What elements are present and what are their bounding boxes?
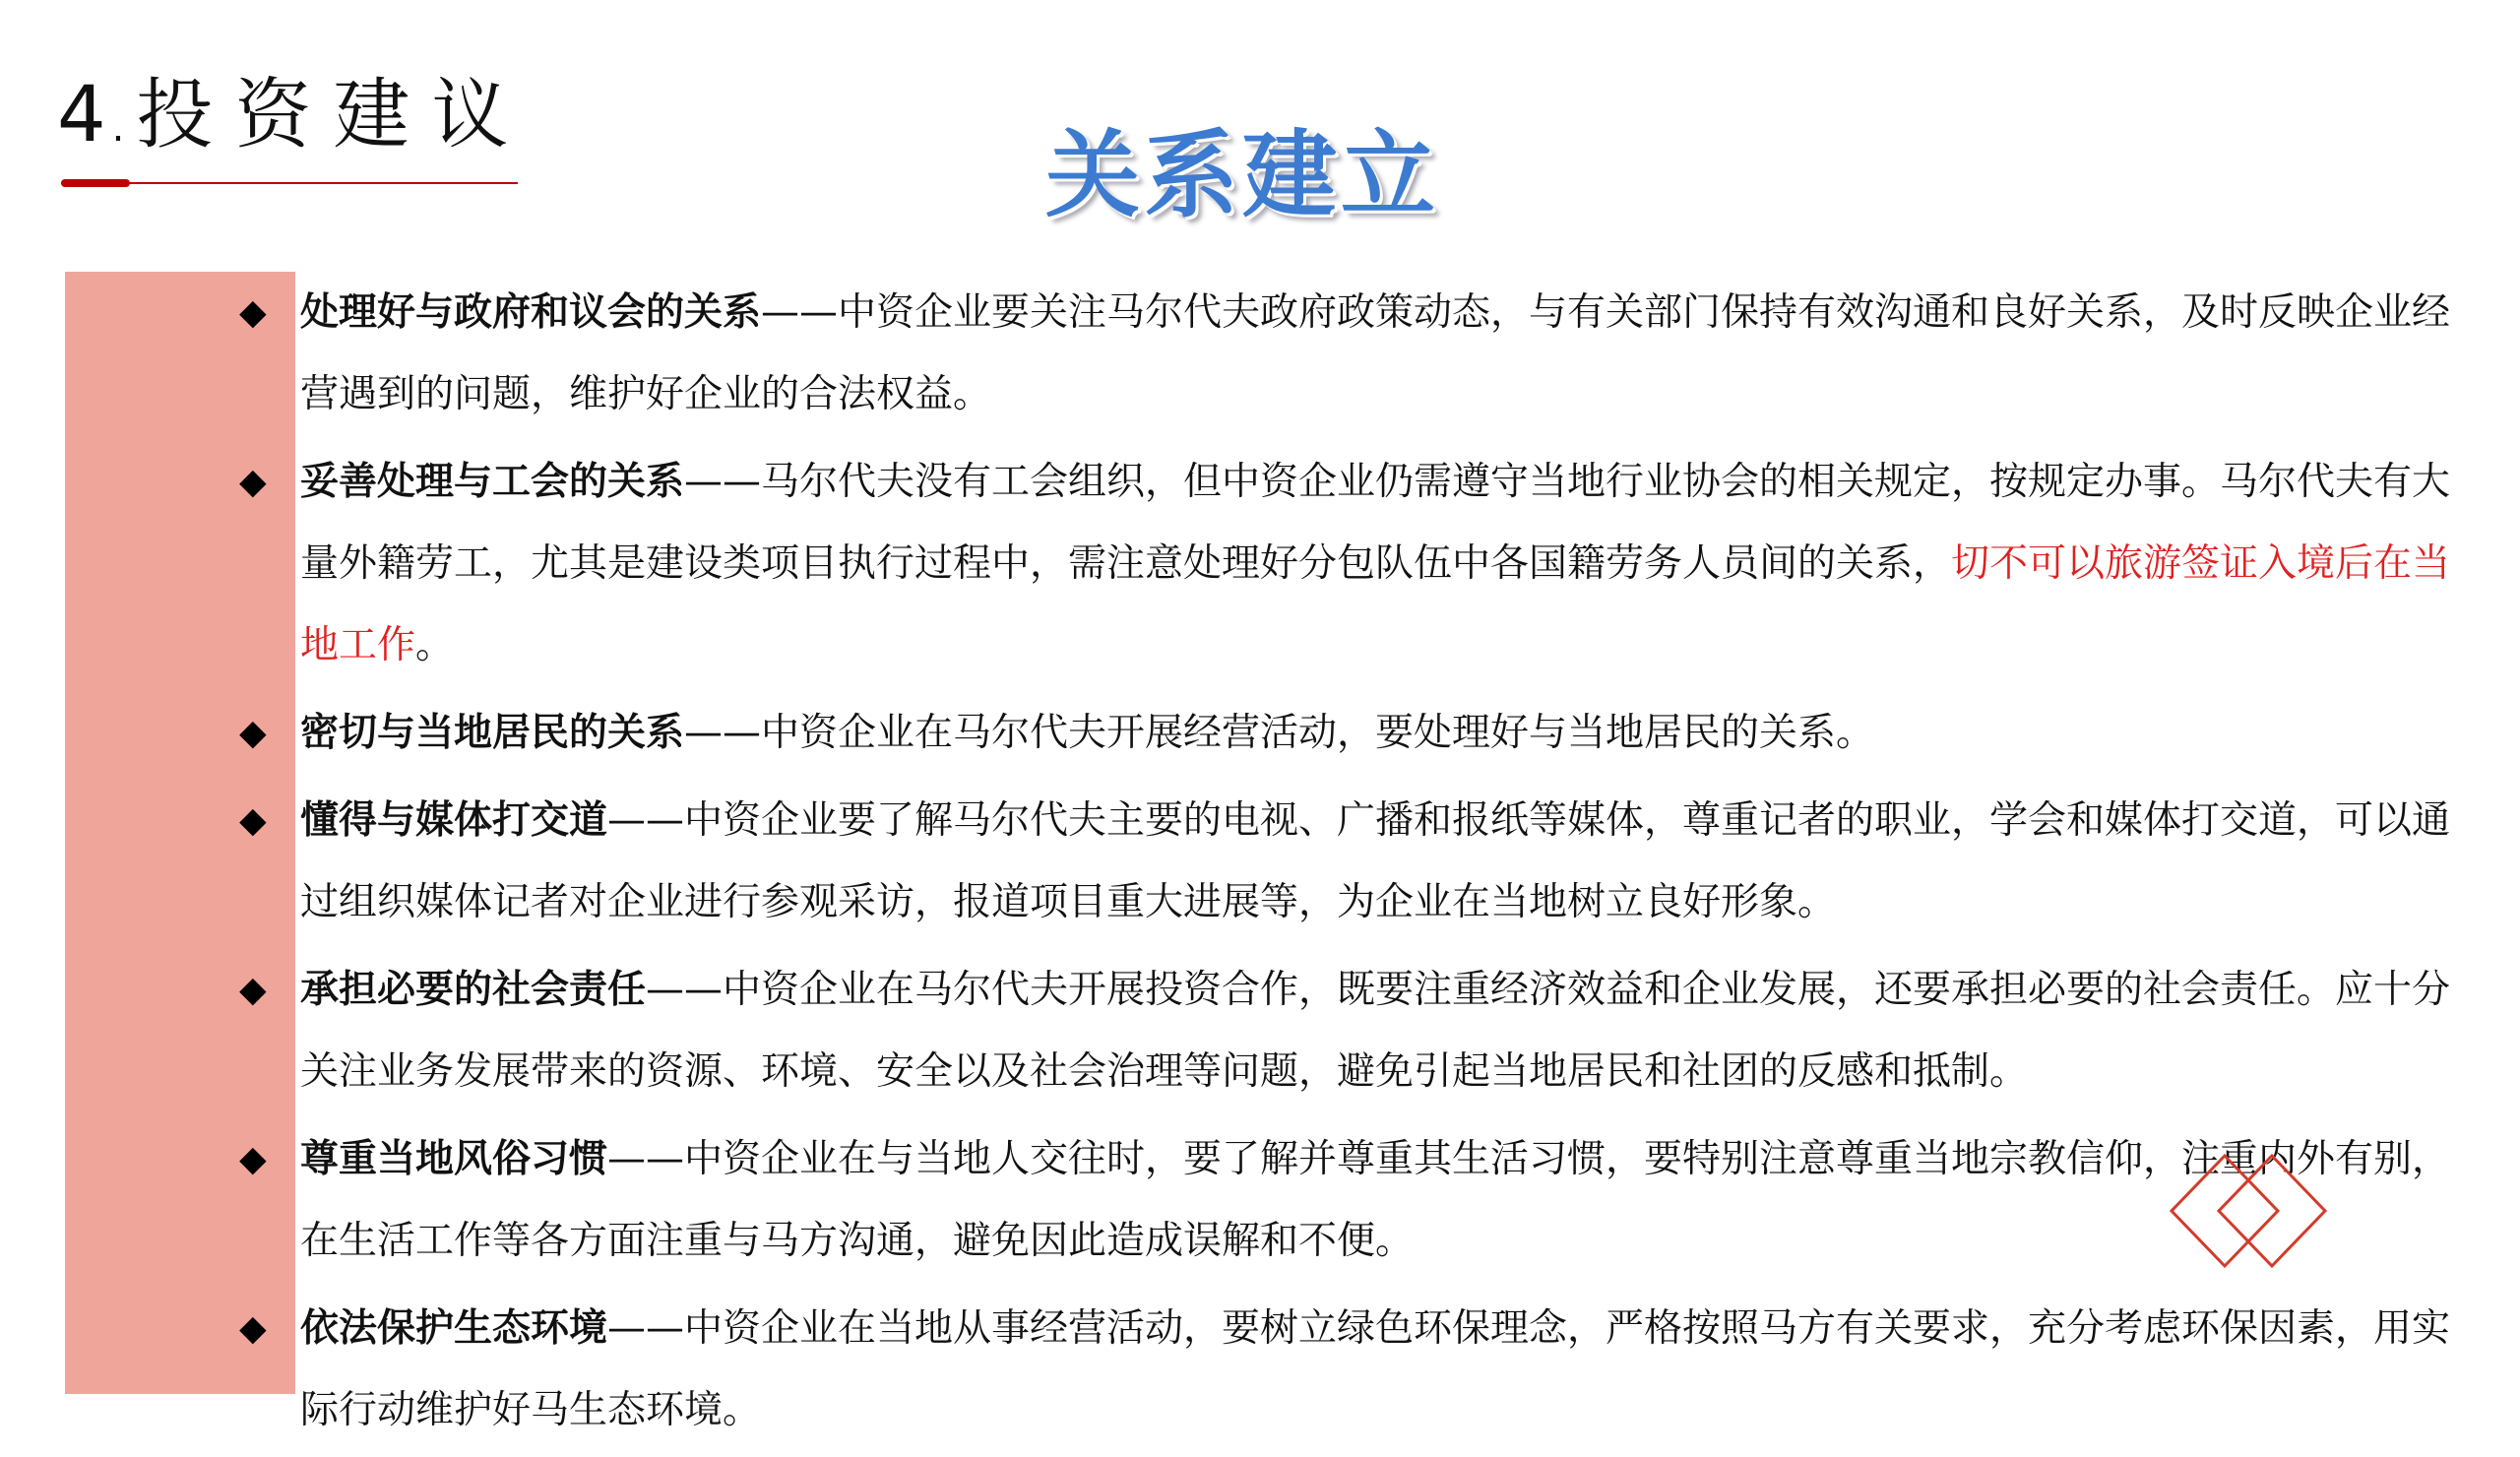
item-text-tail: 。 (415, 623, 455, 667)
content-list (239, 272, 2466, 1457)
item-dash: —— (684, 460, 762, 504)
item-text: 中资企业在当地从事经营活动，要树立绿色环保理念，严格按照马方有关要求，充分考虑环保因素，用实际行动维护好马生态环境。 (300, 1306, 2451, 1432)
list-item (239, 1288, 2466, 1451)
item-title: 处理好与政府和议会的关系 (300, 290, 762, 335)
slide-heading (0, 120, 2520, 230)
item-title: 依法保护生态环境 (300, 1306, 608, 1351)
item-text: 中资企业要了解马尔代夫主要的电视、广播和报纸等媒体，尊重记者的职业，学会和媒体打交道，可以通过组织媒体记者对企业进行参观采访，报道项目重大进展等，为企业在当地树立良好形象。 (300, 798, 2451, 924)
item-dash: —— (607, 1137, 685, 1181)
item-dash: —— (607, 1306, 685, 1351)
item-text: 马尔代夫没有工会组织，但中资企业仍需遵守当地行业协会的相关规定，按规定办事。马尔代夫有大量外籍劳工，尤其是建设类项目执行过程中，需注意处理好分包队伍中各国籍劳务人员间的关系， (300, 460, 2451, 586)
section-dot: . (111, 105, 137, 151)
list-item (239, 780, 2466, 943)
double-diamond-icon (2166, 1152, 2333, 1270)
diamond-bullet-icon: ◆ (239, 462, 267, 502)
item-title: 妥善处理与工会的关系 (300, 460, 685, 504)
item-dash: —— (646, 968, 724, 1012)
diamond-bullet-icon: ◆ (239, 1139, 267, 1179)
item-text: 中资企业在马尔代夫开展经营活动，要处理好与当地居民的关系。 (761, 711, 1875, 755)
item-dash: —— (761, 290, 839, 335)
section-title-text: 投资建议 (136, 71, 531, 159)
item-text: 中资企业在马尔代夫开展投资合作，既要注重经济效益和企业发展，还要承担必要的社会责任。应十分关注业务发展带来的资源、环境、安全以及社会治理等问题，避免引起当地居民和社团的反感和抵制。 (300, 968, 2451, 1094)
list-item (239, 692, 2466, 774)
item-title: 承担必要的社会责任 (300, 968, 647, 1012)
item-title: 尊重当地风俗习惯 (300, 1137, 608, 1181)
item-highlight-text: 切不可以旅游签证入境后在当地工作 (300, 541, 2451, 667)
diamond-bullet-icon: ◆ (239, 1308, 267, 1349)
slide-heading-text: 关系建立 (1045, 120, 1439, 230)
item-text: 中资企业要关注马尔代夫政府政策动态，与有关部门保持有效沟通和良好关系，及时反映企业经营遇到的问题，维护好企业的合法权益。 (300, 290, 2451, 416)
diamond-bullet-icon: ◆ (239, 800, 267, 841)
item-text: 中资企业在与当地人交往时，要了解并尊重其生活习惯，要特别注意尊重当地宗教信仰，注重内外有别，在生活工作等各方面注重与马方沟通，避免因此造成误解和不便。 (300, 1137, 2451, 1263)
diamond-bullet-icon: ◆ (239, 970, 267, 1010)
item-dash: —— (684, 711, 762, 755)
item-dash: —— (607, 798, 685, 843)
section-number: 4 (57, 71, 112, 159)
diamond-bullet-icon: ◆ (239, 292, 267, 333)
item-title: 密切与当地居民的关系 (300, 711, 685, 755)
diamond-bullet-icon: ◆ (239, 713, 267, 753)
list-item (239, 1118, 2466, 1282)
item-title: 懂得与媒体打交道 (300, 798, 608, 843)
list-item (239, 949, 2466, 1112)
list-item (239, 441, 2466, 686)
list-item (239, 272, 2466, 435)
